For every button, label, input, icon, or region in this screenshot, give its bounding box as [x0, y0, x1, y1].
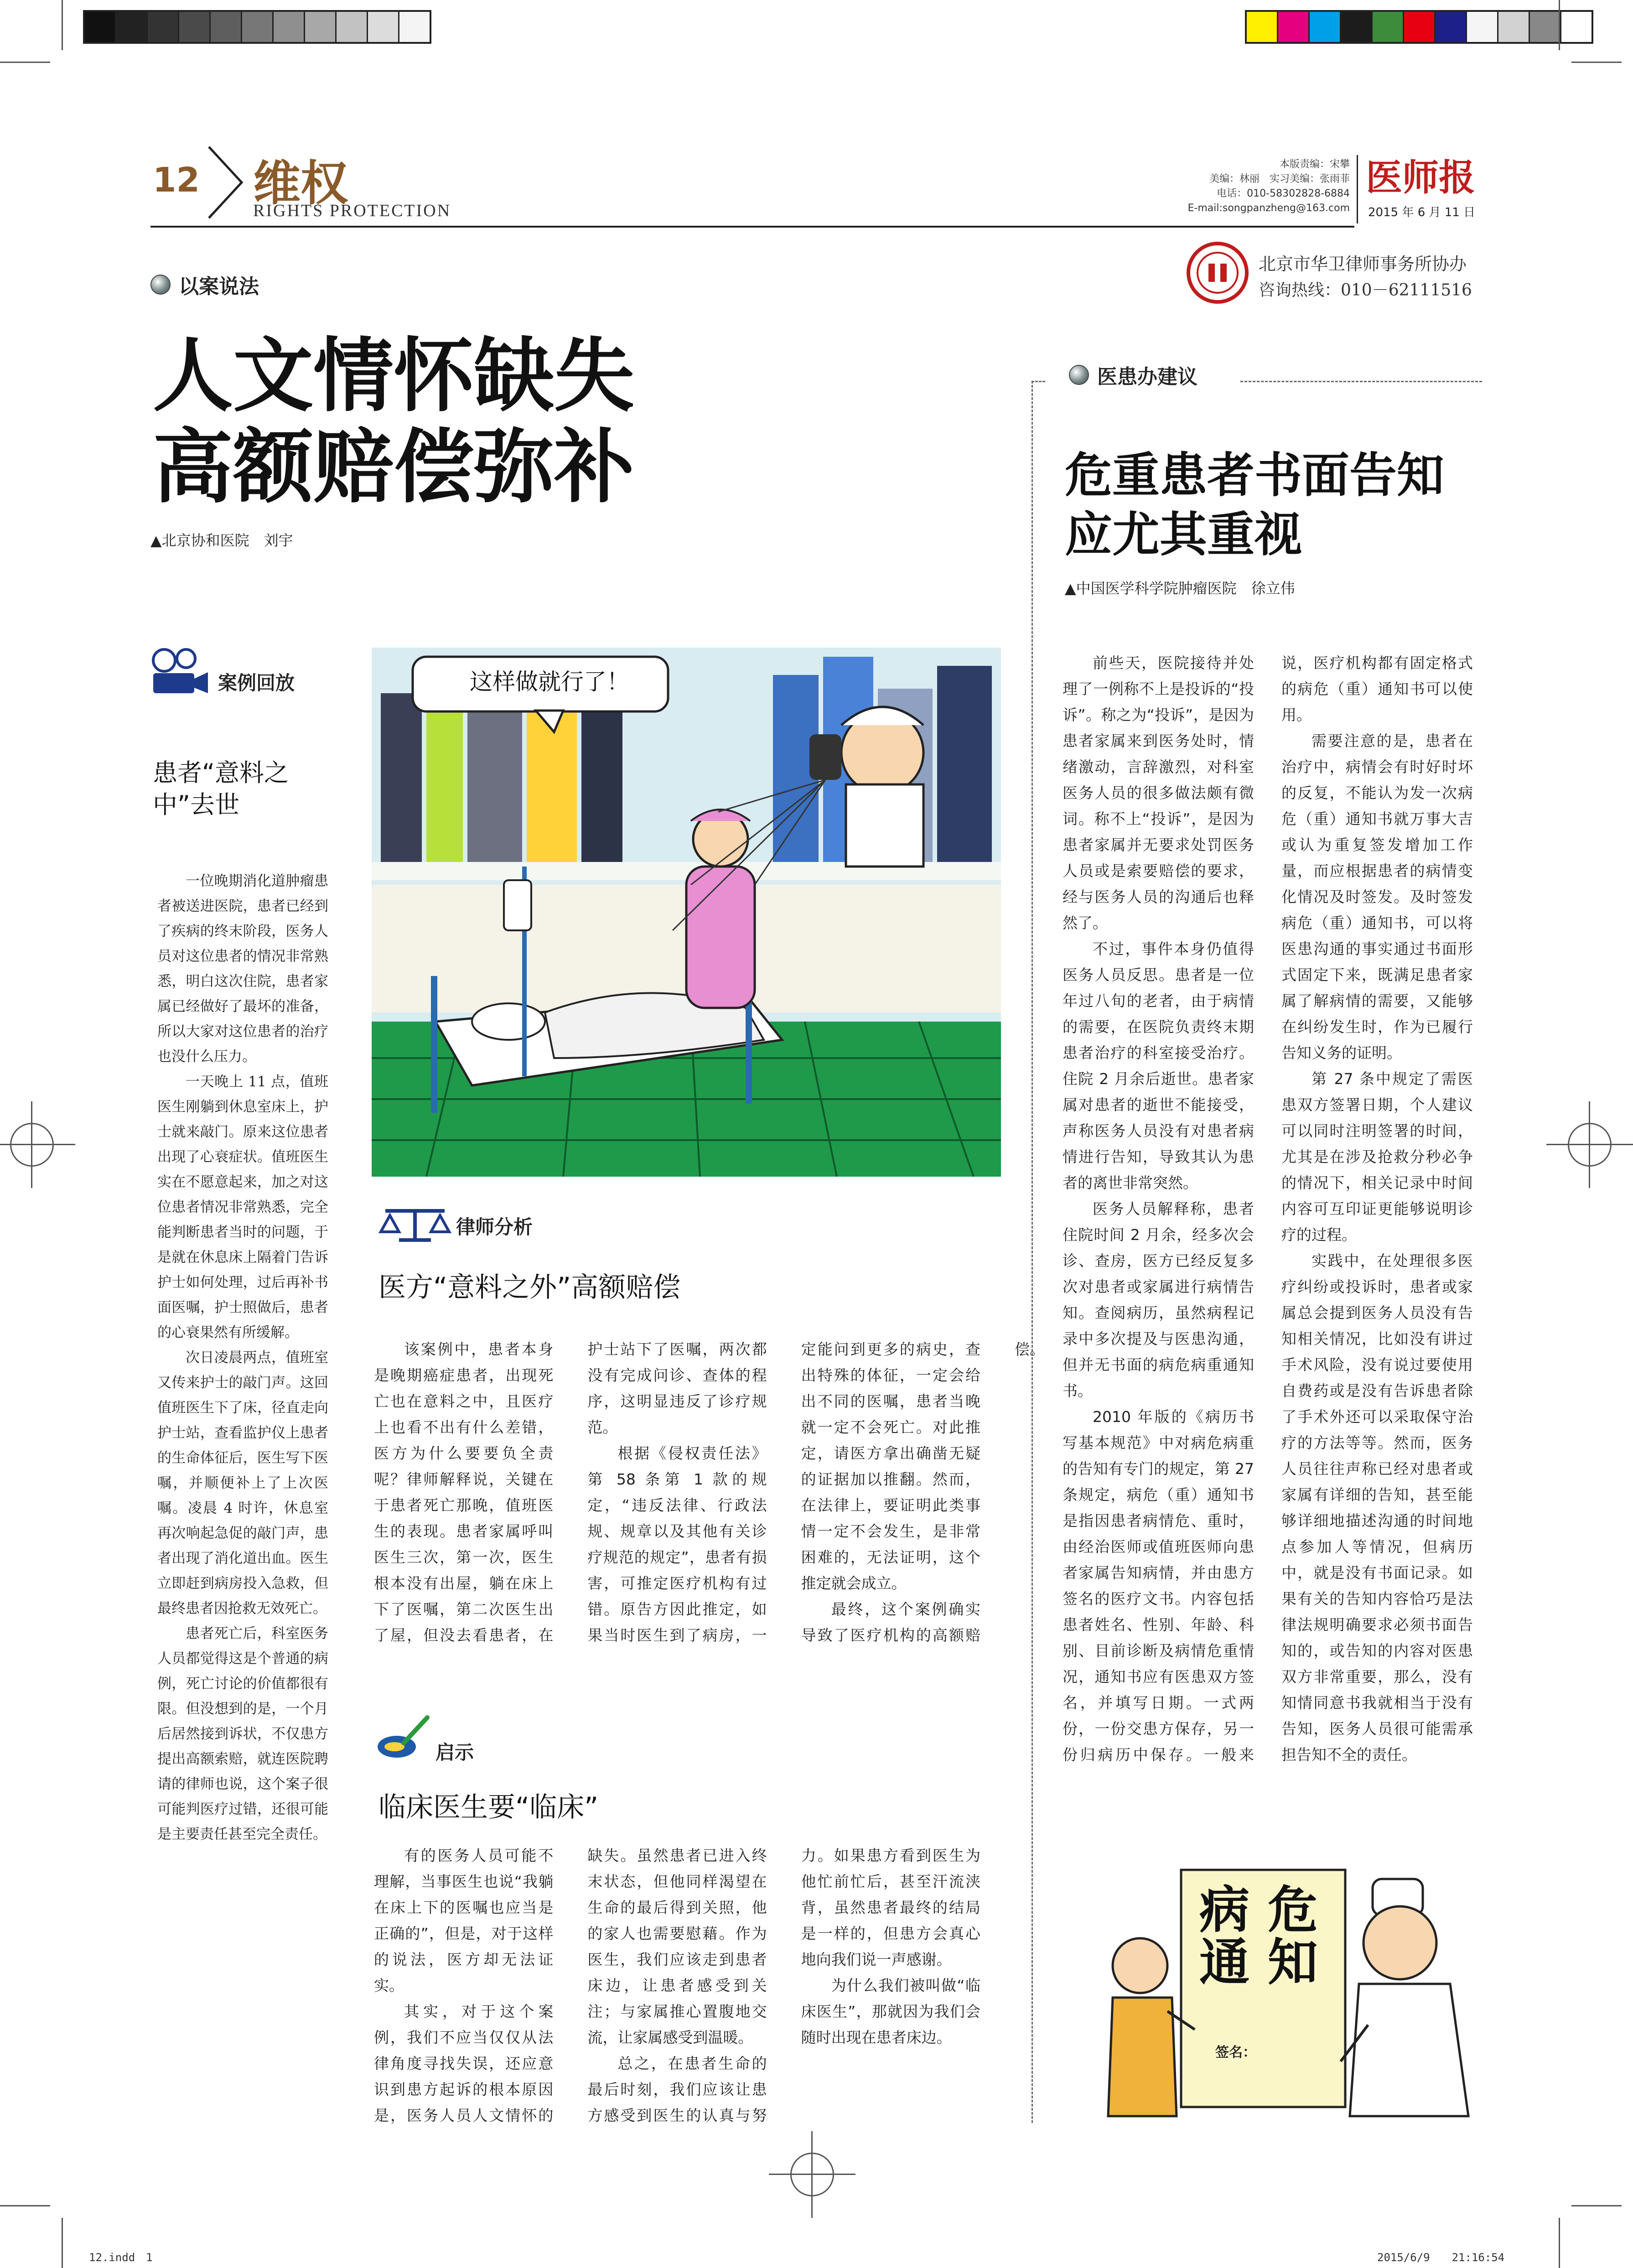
masthead-logo: 医师报 — [1366, 156, 1475, 199]
paragraph: 该案例中，患者本身是晚期癌症患者，出现死亡也在意料之中，且医疗上也看不出有什么差错，医方为什么要要负全责呢？律师解释说，关键在于患者死亡那晚，值班医生的表现。患者家属呼叫医生三次，第一次，医生根本没有出屋，躺在床上下了医嘱，第二次医生出了屋，但没去看患者，在护士站下了医嘱，两次都没有完成问诊、查体的程序，这明显违反了诊疗规范。 — [374, 1340, 767, 1644]
paragraph: 医务人员解释称，患者住院时间 2 月余，经多次会诊、查房，医方已经反复多次对患者或家属进行病情告知。查阅病历，虽然病程记录中多次提及与医患沟通，但并无书面的病危病重通知书。 — [1063, 1200, 1254, 1400]
main-headline-line1: 人文情怀缺失 — [153, 329, 635, 423]
page-number: 12 — [153, 161, 200, 200]
sidebar-top-rule — [1240, 381, 1482, 382]
paragraph: 2010 年版的《病历书写基本规范》中对病危病重的告知有专门的规定，第 27 条规定，病危（重）通知书是指因患者病情危、重时，由经治医师或值班医师向患者家属告知病情，并由患方签名的医疗文书。内容包括患者姓名、性别、年龄、科别、目前诊断及病情危重情况，通知书应有医患双方签名，并填写日期。一式两份，一份交患方保存，另一份归病历中保存。一般来说，医疗机构都有固定格式的病危（重）通知书可以使用。 — [1063, 654, 1473, 1764]
side-headline-line1: 危重患者书面告知 — [1065, 447, 1445, 503]
notice-sign-title — [1190, 1880, 1327, 1992]
paragraph: 次日凌晨两点，值班室又传来护士的敲门声。这回值班医生下了床，径直走向护士站，查看监护仪上患者的生命体征后，医生写下医嘱，并顺便补上了上次医嘱。凌晨 4 时许，休息室再次响起急促的敲门声，患者出现了消化道出血。医生立即赶到病房投入急救，但最终患者因抢救无效死亡。 — [157, 1349, 328, 1617]
case-review-body — [157, 869, 328, 2130]
section-title: 维权 — [253, 156, 348, 211]
insight-subhead: 临床医生要“临床” — [378, 1791, 599, 1823]
registration-target — [1568, 1123, 1612, 1167]
main-kicker — [150, 270, 259, 299]
issue-date: 2015 年 6 月 11 日 — [1368, 206, 1476, 219]
main-headline-line2: 高额赔偿弥补 — [153, 420, 635, 514]
insight-label: 启示 — [435, 1741, 474, 1764]
grayscale-registration-strip — [83, 10, 431, 44]
paragraph: 为什么我们被叫做“临床医生”，那就因为我们会随时出现在患者床边。 — [801, 1977, 980, 2046]
chevron-divider-icon — [205, 145, 246, 220]
film-projector-icon — [150, 648, 210, 695]
notice-sign-char: 病 — [1199, 1880, 1249, 1939]
main-byline: ▲北京协和医院 刘宇 — [150, 532, 293, 549]
lawyer-subhead: 医方“意料之外”高额赔偿 — [378, 1272, 681, 1303]
crop-mark — [62, 0, 63, 50]
header-rule — [150, 226, 1354, 228]
cartoon-speech-text: 这样做就行了！ — [470, 669, 629, 695]
side-byline: ▲中国医学科学院肿瘤医院 徐立伟 — [1065, 580, 1295, 597]
bullet-dot-icon — [1069, 365, 1089, 385]
file-slug: 12.indd 1 — [89, 2251, 153, 2264]
main-kicker-label: 以案说法 — [179, 275, 259, 298]
crop-mark — [0, 2205, 50, 2206]
scales-of-justice-icon — [381, 1206, 449, 1243]
color-registration-strip — [1245, 10, 1593, 44]
paragraph: 根据《侵权责任法》第 58 条第 1 款的规定，“违反法律、行政法规、规章以及其他有关诊疗规范的规定”，患者有损害，可推定医疗机构有过错。原告方因此推定，如果当时医生到了病房，一定能问到更多的病史，查出特殊的体征，一定会给出不同的医嘱，患者当晚就一定不会死亡。对此推定，请医方拿出确凿无疑的证据加以推翻。然而，在法律上，要证明此类事情一定不会发生，是非常困难的，无法证明，这个推定就会成立。 — [587, 1340, 980, 1644]
registration-target — [10, 1123, 54, 1167]
paragraph: 前些天，医院接待并处理了一例称不上是投诉的“投诉”。称之为“投诉”，是因为患者家属来到医务处时，情绪激动，言辞激烈，对科室医务人员的很多做法颇有微词。称不上“投诉”，是因为患者家属并无要求处罚医务人员或是索要赔偿的要求，经与医务人员的沟通后也释然了。 — [1063, 654, 1254, 932]
paragraph: 一天晚上 11 点，值班医生刚躺到休息室床上，护士就来敲门。原来这位患者出现了心衰症状。值班医生实在不愿意起来，加之对这位患者情况非常熟悉，完全能判断患者当时的问题，于是就在休息床上隔着门告诉护士如何处理，过后再补书面医嘱，护士照做后，患者的心衰果然有所缓解。 — [157, 1074, 328, 1341]
side-article-body — [1063, 650, 1473, 1842]
crop-mark — [62, 2218, 63, 2268]
paragraph: 不过，事件本身仍值得医务人员反思。患者是一位年过八旬的老者，由于病情的需要，在医院负责终末期患者治疗的科室接受治疗。住院 2 月余后逝世。患者家属对患者的逝世不能接受，声称医务人员没有对患者病情进行告知，导致其认为患者的离世非常突然。 — [1063, 940, 1254, 1192]
editor-line: 电话：010-58302828-6884 — [1217, 188, 1350, 199]
notice-sign-char: 危 — [1268, 1880, 1318, 1939]
notice-sign-char: 通 — [1199, 1933, 1249, 1992]
notice-sign-char: 知 — [1268, 1933, 1318, 1992]
paragraph: 总之，在患者生命的最后时刻，我们应该让患方感受到医生的认真与努力。如果患方看到医生为他忙前忙后，甚至汗流浃背，虽然患者最终的结局是一样的，但患方会真心地向我们说一声感谢。 — [587, 1847, 980, 2124]
paragraph: 最终，这个案例确实导致了医疗机构的高额赔偿。 — [801, 1340, 1045, 1644]
lawyer-analysis-body — [374, 1336, 1045, 1674]
paragraph: 其实，对于这个案例，我们不应当仅仅从法律角度寻找失误，还应意识到患方起诉的根本原因是，医务人员人文情怀的缺失。虽然患者已进入终末状态，但他同样渴望在生命的最后得到关照，他的家人也需要慰藉。作为医生，我们应该走到患者床边，让患者感受到关注；与家属推心置腹地交流，让家属感受到温暖。 — [374, 1847, 767, 2124]
hospital-cartoon-illustration — [372, 648, 1001, 1177]
crop-mark — [1571, 2205, 1622, 2206]
crop-mark — [1559, 2218, 1560, 2268]
law-firm-emblem-icon — [1186, 241, 1249, 305]
side-headline-line2: 应尤其重视 — [1065, 507, 1302, 562]
side-kicker — [1063, 360, 1204, 389]
sidebar-top-rule — [1032, 381, 1045, 382]
side-kicker-label: 医患办建议 — [1097, 365, 1198, 389]
lawyer-analysis-label: 律师分析 — [456, 1216, 533, 1238]
editor-line: E-mail:songpanzheng@163.com — [1187, 202, 1350, 214]
print-timestamp: 2015/6/9 21:16:54 — [1377, 2251, 1505, 2264]
crop-mark — [0, 62, 50, 63]
masthead-divider — [1357, 155, 1358, 223]
paragraph: 第 27 条中规定了需医患双方签署日期，个人建议可以同时注明签署的时间，尤其是在涉及抢救分秒必争的情况下，相关记录中时间内容可互印证更能够说明诊疗的过程。 — [1281, 1070, 1473, 1244]
paragraph: 一位晚期消化道肿瘤患者被送进医院，患者已经到了疾病的终末阶段，医务人员对这位患者的情况非常熟悉，明白这次住院，患者家属已经做好了最坏的准备，所以大家对这位患者的治疗也没什么压力。 — [157, 873, 328, 1065]
sponsor-org: 北京市华卫律师事务所协办 — [1259, 254, 1467, 274]
editor-credits — [1058, 157, 1350, 216]
paragraph: 患者死亡后，科室医务人员都觉得这是个普通的病例，死亡讨论的价值都很有限。但没想到的是，一个月后居然接到诉状，不仅患方提出高额索赔，就连医院聘请的律师也说，这个案子很可能判医疗过错，还很可能是主要责任甚至完全责任。 — [157, 1625, 328, 1842]
bullet-dot-icon — [150, 275, 171, 295]
case-subhead: 患者“意料之中”去世 — [153, 758, 289, 819]
case-review-label: 案例回放 — [218, 672, 295, 694]
paintbrush-icon — [376, 1715, 431, 1760]
crop-mark — [1559, 0, 1560, 50]
crop-mark — [1571, 62, 1622, 63]
paragraph: 有的医务人员可能不理解，当事医生也说“我躺在床上下的医嘱也应当是正确的”，但是，对于这样的说法，医方却无法证实。 — [374, 1847, 554, 1994]
registration-target — [790, 2153, 834, 2196]
paragraph: 需要注意的是，患者在治疗中，病情会有时好时坏的反复，不能认为发一次病危（重）通知书就万事大吉或认为重复签发增加工作量，而应根据患者的病情变化情况及时签发。及时签发病危（重）通知书，可以将医患沟通的事实通过书面形式固定下来，既满足患者家属了解病情的需要，又能够在纠纷发生时，作为已履行告知义务的证明。 — [1281, 732, 1473, 1062]
paragraph: 实践中，在处理很多医疗纠纷或投诉时，患者或家属总会提到医务人员没有告知相关情况，比如没有讲过手术风险，没有说过要使用自费药或是没有告诉患者除了手术外还可以采取保守治疗的方法等等。然而，医务人员往往声称已经对患者或家属有详细的告知，甚至能够详细地描述沟通的时间地点参加人等情况，但病历中，就是没有书面记录。如果有关的告知内容恰巧是法律法规明确要求必须书面告知的，或告知的内容对医患双方非常重要，那么，没有知情同意书我就相当于没有告知，医务人员很可能需承担告知不全的责任。 — [1281, 1252, 1473, 1764]
sponsor-hotline: 咨询热线：010－62111516 — [1259, 281, 1472, 300]
editor-line: 美编：林丽 实习美编：张雨菲 — [1209, 173, 1350, 185]
section-english-title: RIGHTS PROTECTION — [253, 201, 451, 220]
notice-sign-caption: 签名： — [1215, 2045, 1256, 2060]
editor-line: 本版责编：宋攀 — [1279, 159, 1350, 170]
sidebar-divider — [1032, 381, 1033, 2123]
insight-body — [374, 1842, 980, 2134]
